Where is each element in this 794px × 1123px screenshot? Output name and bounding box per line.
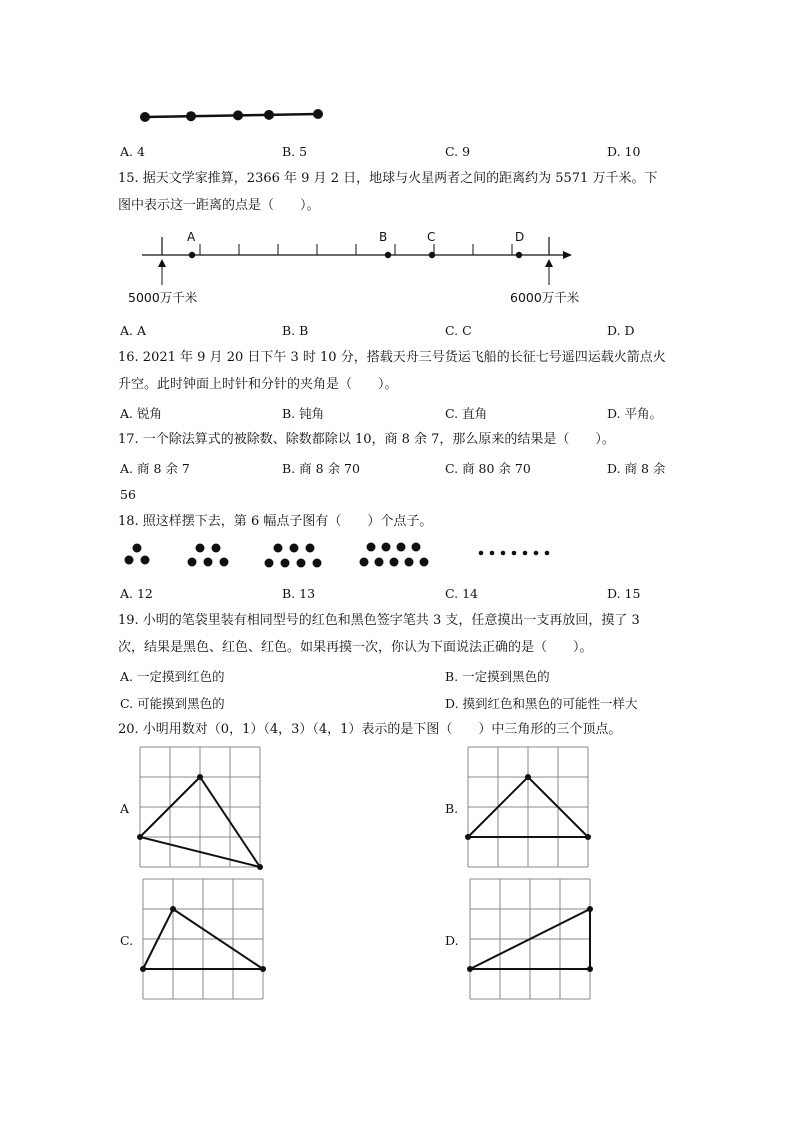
q19-option-d[interactable]: D. 摸到红色和黑色的可能性一样大 <box>445 696 638 711</box>
q20-grid-a[interactable] <box>135 745 270 875</box>
q16-text-line1: 16. 2021 年 9 月 20 日下午 3 时 10 分，搭载天舟三号货运飞船的长征七号遥四运载火箭点火 <box>118 350 666 365</box>
q16-option-d[interactable]: D. 平角。 <box>607 406 663 421</box>
q20-label-c[interactable]: C. <box>120 933 134 948</box>
q20-text-line1: 20. 小明用数对（0，1）（4，3）（4，1）表示的是下图（ ）中三角形的三个顶点。 <box>118 722 622 737</box>
q19-text-line2: 次，结果是黑色、红色、红色。如果再摸一次，你认为下面说法正确的是（ ）。 <box>118 640 593 655</box>
q16-text-line2: 升空。此时钟面上时针和分针的夹角是（ ）。 <box>118 377 398 392</box>
q18-text-line1: 18. 照这样摆下去，第 6 幅点子图有（ ）个点子。 <box>118 514 433 529</box>
q18-option-c[interactable]: C. 14 <box>445 586 478 601</box>
q20-label-b[interactable]: B. <box>445 801 459 816</box>
q17-text-line1: 17. 一个除法算式的被除数、除数都除以 10，商 8 余 7，那么原来的结果是（ ）。 <box>118 432 615 447</box>
q15-point-a-label: A <box>187 230 196 244</box>
q14-option-c[interactable]: C. 9 <box>445 144 471 159</box>
q15-point-b-label: B <box>379 230 388 244</box>
q17-option-c[interactable]: C. 商 80 余 70 <box>445 461 531 476</box>
q14-option-d[interactable]: D. 10 <box>607 144 641 159</box>
q19-text-line1: 19. 小明的笔袋里装有相同型号的红色和黑色签字笔共 3 支，任意摸出一支再放回，摸了 3 <box>118 613 640 628</box>
q19-option-b[interactable]: B. 一定摸到黑色的 <box>445 669 550 684</box>
q16-option-a[interactable]: A. 锐角 <box>120 406 162 421</box>
q15-option-a[interactable]: A. A <box>120 323 147 338</box>
q14-dot-segment <box>135 105 335 130</box>
q15-option-c[interactable]: C. C <box>445 323 472 338</box>
q15-text-line1: 15. 据天文学家推算，2366 年 9 月 2 日，地球与火星两者之间的距离约为 5571 万千米。下 <box>118 171 658 186</box>
q17-option-a[interactable]: A. 商 8 余 7 <box>120 461 190 476</box>
q20-label-d[interactable]: D. <box>445 933 459 948</box>
q20-grid-b[interactable] <box>463 745 598 875</box>
q18-option-a[interactable]: A. 12 <box>120 586 153 601</box>
q20-grid-c[interactable] <box>138 877 273 1007</box>
q19-option-c[interactable]: C. 可能摸到黑色的 <box>120 696 225 711</box>
q15-end-label: 6000万千米 <box>510 290 580 305</box>
q15-text-line2: 图中表示这一距离的点是（ ）。 <box>118 198 320 213</box>
q16-option-b[interactable]: B. 钝角 <box>282 406 325 421</box>
q18-option-b[interactable]: B. 13 <box>282 586 316 601</box>
q17-option-d[interactable]: D. 商 8 余 <box>607 461 666 476</box>
q15-option-d[interactable]: D. D <box>607 323 635 338</box>
q14-option-a[interactable]: A. 4 <box>120 144 145 159</box>
q20-label-a[interactable]: A <box>120 801 130 816</box>
q15-point-d-label: D <box>515 230 525 244</box>
q18-dot-patterns <box>120 538 560 573</box>
q17-option-b[interactable]: B. 商 8 余 70 <box>282 461 360 476</box>
q20-grid-d[interactable] <box>465 877 600 1007</box>
q15-point-c-label: C <box>427 230 436 244</box>
q16-option-c[interactable]: C. 直角 <box>445 406 488 421</box>
q15-option-b[interactable]: B. B <box>282 323 309 338</box>
q14-option-b[interactable]: B. 5 <box>282 144 308 159</box>
q15-start-label: 5000万千米 <box>128 290 198 305</box>
q17-option-d-wrap: 56 <box>120 487 136 502</box>
q19-option-a[interactable]: A. 一定摸到红色的 <box>120 669 225 684</box>
q18-option-d[interactable]: D. 15 <box>607 586 641 601</box>
